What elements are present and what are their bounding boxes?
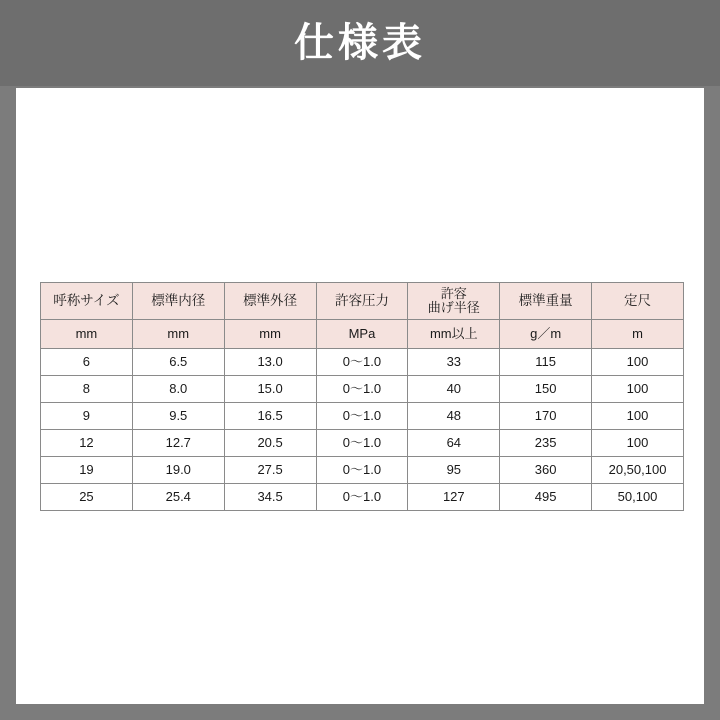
header-band xyxy=(0,0,720,86)
table-cell: 19.0 xyxy=(132,457,224,484)
table-cell: 25.4 xyxy=(132,484,224,511)
column-unit-cell: mm xyxy=(224,320,316,349)
column-unit-cell: m xyxy=(592,320,684,349)
table-cell: 100 xyxy=(592,376,684,403)
document-sheet xyxy=(16,88,704,704)
table-row xyxy=(41,403,684,430)
table-cell: 9.5 xyxy=(132,403,224,430)
column-header-line: 許容 xyxy=(440,286,467,302)
column-unit-cell: mm xyxy=(132,320,224,349)
table-cell: 12 xyxy=(41,430,133,457)
column-header-line: 曲げ半径 xyxy=(427,300,480,315)
table-cell: 13.0 xyxy=(224,349,316,376)
table-cell: 170 xyxy=(500,403,592,430)
table-cell: 6.5 xyxy=(132,349,224,376)
table-cell: 0〜1.0 xyxy=(316,403,408,430)
column-header-cell: 標準内径 xyxy=(132,283,224,320)
table-cell: 150 xyxy=(500,376,592,403)
table-cell: 25 xyxy=(41,484,133,511)
column-unit-cell: mm以上 xyxy=(408,320,500,349)
table-cell: 495 xyxy=(500,484,592,511)
table-cell: 6 xyxy=(41,349,133,376)
table-cell: 64 xyxy=(408,430,500,457)
column-header-cell: 呼称サイズ xyxy=(41,283,133,320)
column-header-cell: 定尺 xyxy=(592,283,684,320)
column-unit-cell: g／m xyxy=(500,320,592,349)
table-cell: 0〜1.0 xyxy=(316,349,408,376)
table-cell: 40 xyxy=(408,376,500,403)
table-cell: 0〜1.0 xyxy=(316,457,408,484)
column-unit-cell: MPa xyxy=(316,320,408,349)
column-header-cell: 許容圧力 xyxy=(316,283,408,320)
table-row xyxy=(41,376,684,403)
spec-table-container xyxy=(40,282,684,511)
table-cell: 115 xyxy=(500,349,592,376)
table-header-row xyxy=(41,283,684,320)
page-title: 仕様表 xyxy=(294,21,426,65)
table-cell: 127 xyxy=(408,484,500,511)
table-cell: 19 xyxy=(41,457,133,484)
table-cell: 100 xyxy=(592,403,684,430)
table-unit-row xyxy=(41,320,684,349)
column-header-cell: 標準重量 xyxy=(500,283,592,320)
table-row xyxy=(41,457,684,484)
table-cell: 27.5 xyxy=(224,457,316,484)
table-cell: 95 xyxy=(408,457,500,484)
table-row xyxy=(41,484,684,511)
table-cell: 15.0 xyxy=(224,376,316,403)
table-row xyxy=(41,349,684,376)
table-cell: 33 xyxy=(408,349,500,376)
table-cell: 0〜1.0 xyxy=(316,484,408,511)
table-cell: 235 xyxy=(500,430,592,457)
spec-table-body xyxy=(41,283,684,511)
table-cell: 8.0 xyxy=(132,376,224,403)
table-cell: 0〜1.0 xyxy=(316,376,408,403)
column-header-cell: 標準外径 xyxy=(224,283,316,320)
table-cell: 9 xyxy=(41,403,133,430)
column-unit-cell: mm xyxy=(41,320,133,349)
table-cell: 360 xyxy=(500,457,592,484)
table-cell: 20,50,100 xyxy=(592,457,684,484)
table-cell: 16.5 xyxy=(224,403,316,430)
table-row xyxy=(41,430,684,457)
spec-table xyxy=(40,282,684,511)
column-header-cell xyxy=(408,283,500,320)
table-cell: 50,100 xyxy=(592,484,684,511)
table-cell: 100 xyxy=(592,349,684,376)
table-cell: 100 xyxy=(592,430,684,457)
table-cell: 20.5 xyxy=(224,430,316,457)
table-cell: 34.5 xyxy=(224,484,316,511)
table-cell: 8 xyxy=(41,376,133,403)
table-cell: 0〜1.0 xyxy=(316,430,408,457)
table-cell: 12.7 xyxy=(132,430,224,457)
table-cell: 48 xyxy=(408,403,500,430)
